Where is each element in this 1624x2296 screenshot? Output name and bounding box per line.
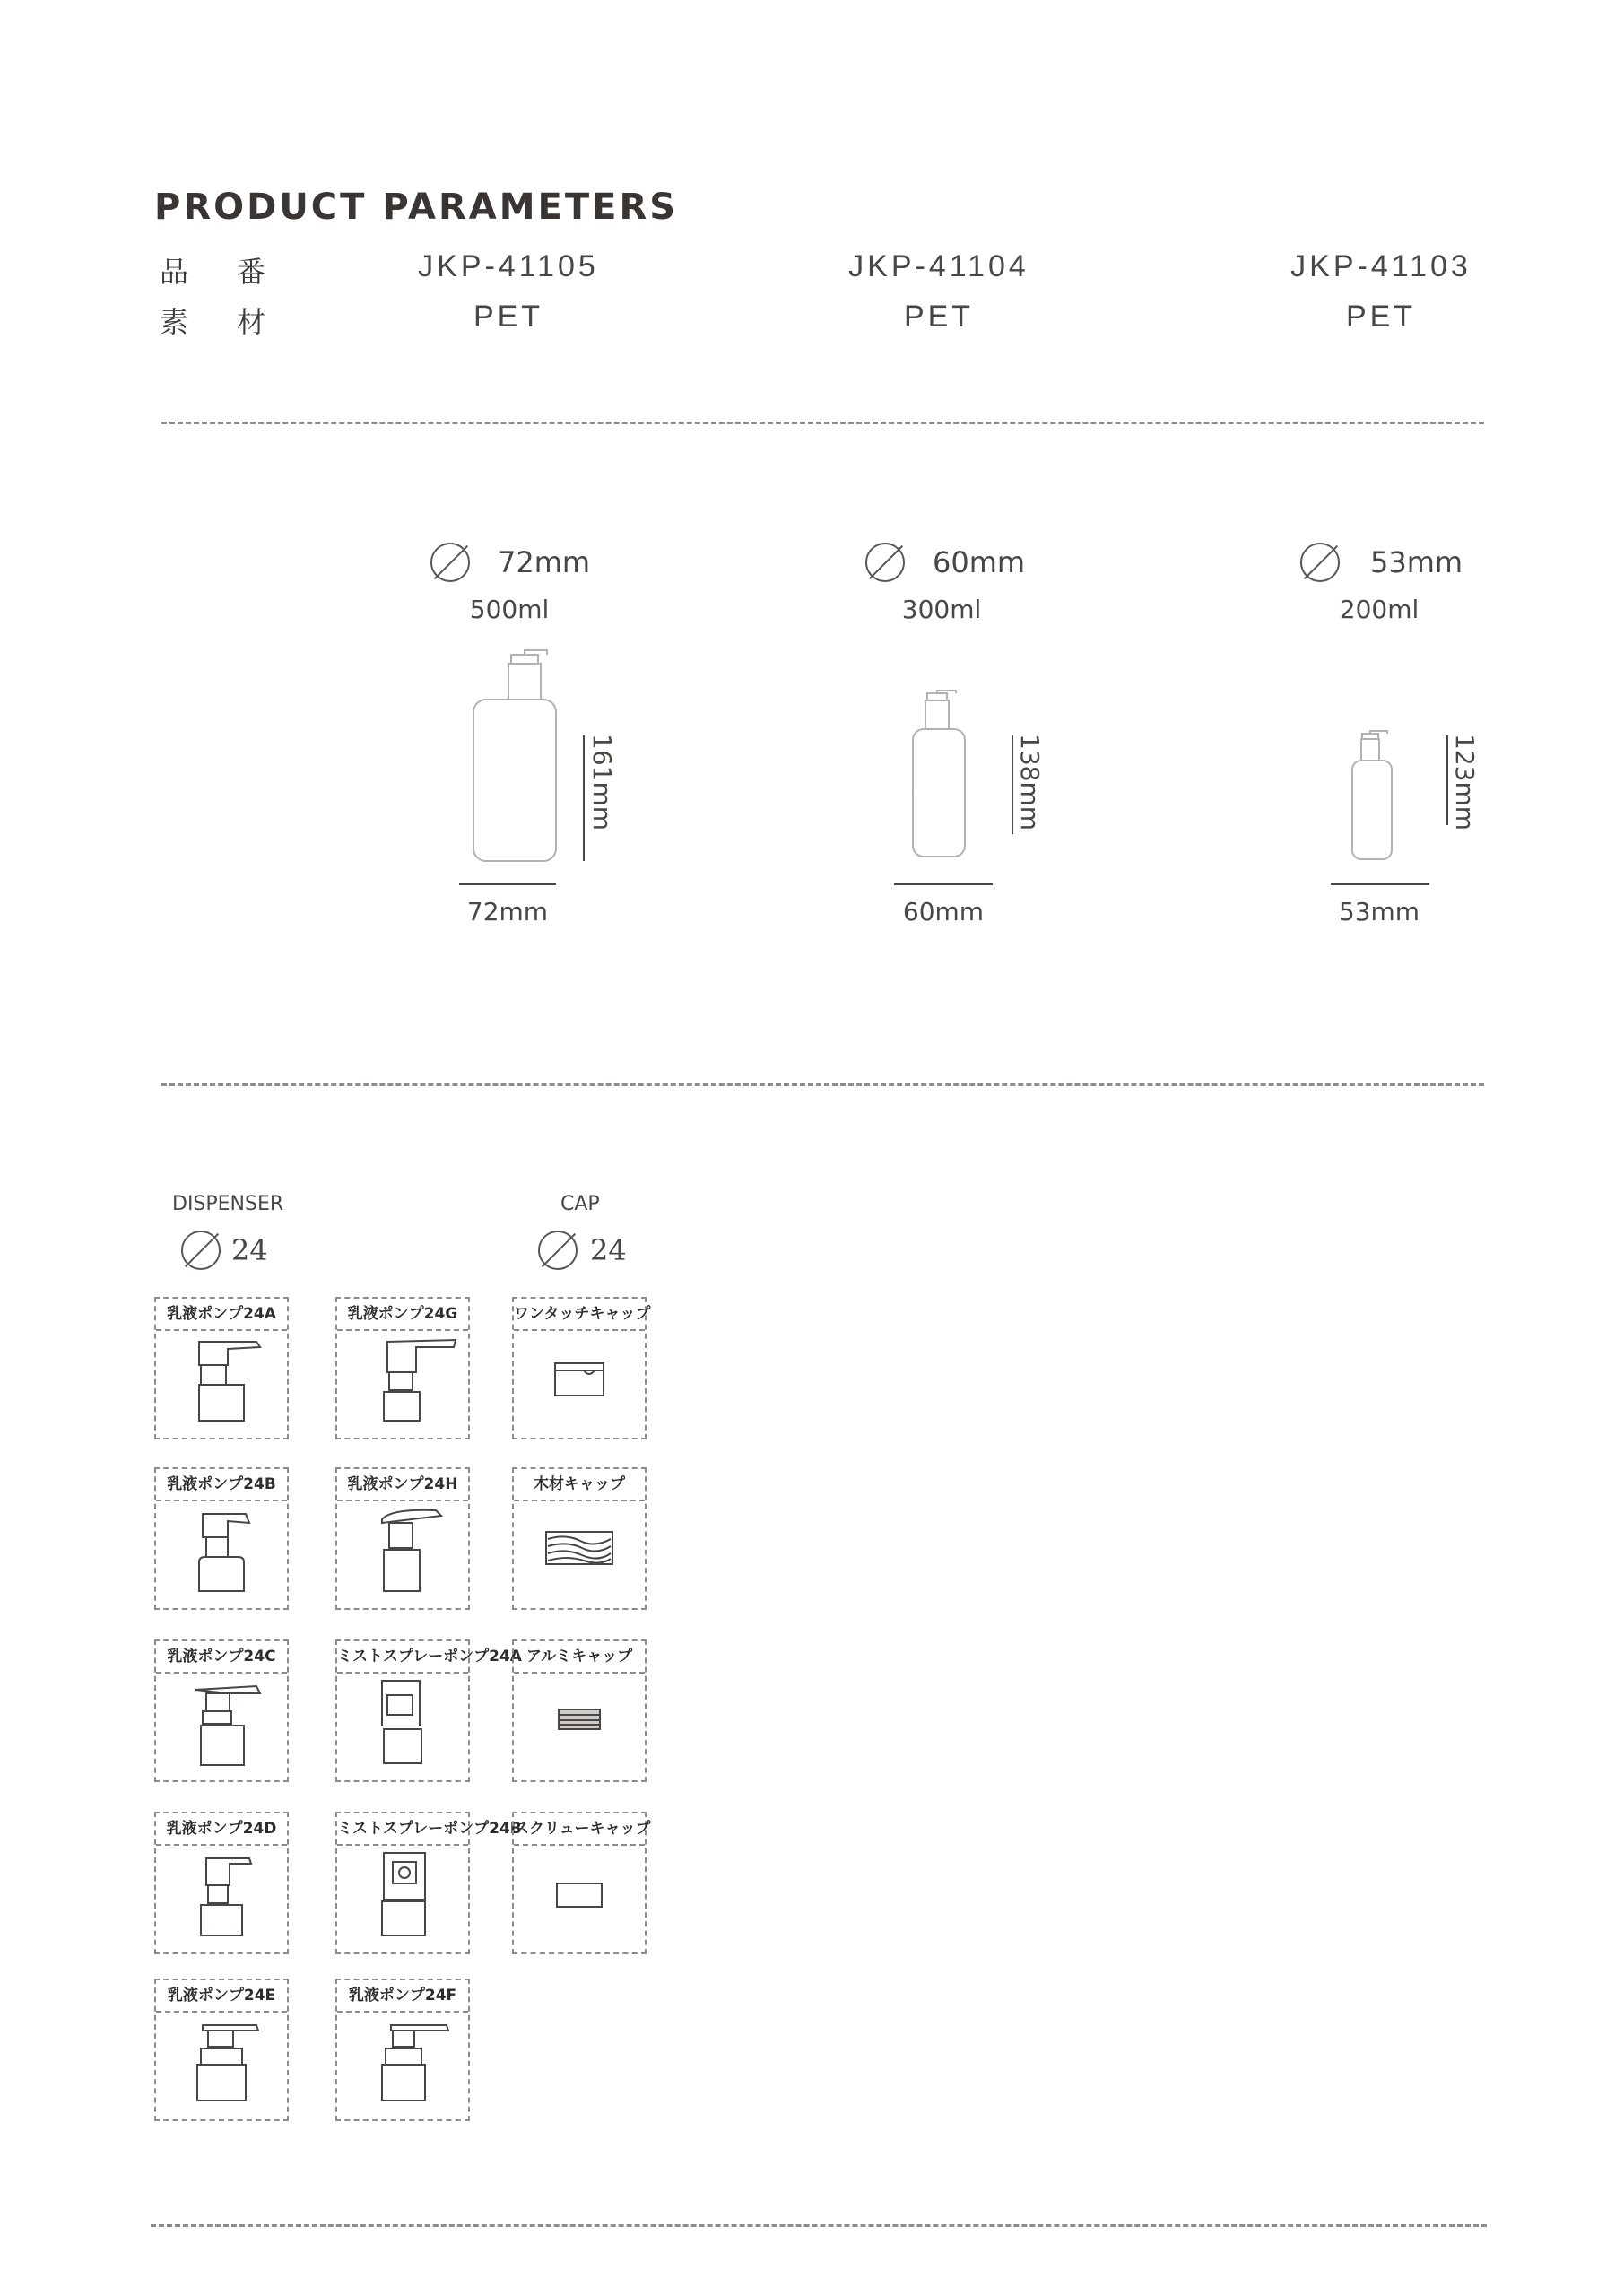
cap-label: CAP: [560, 1193, 600, 1215]
dispenser-card[interactable]: [335, 1812, 522, 1954]
cap-card[interactable]: [512, 1297, 651, 1439]
pump-icon: [156, 1846, 287, 1952]
cap-name: 木材キャップ: [514, 1469, 645, 1501]
divider: [151, 2224, 1487, 2227]
height-line: [1012, 735, 1013, 834]
pump-icon: [156, 1674, 287, 1779]
product-width-3: 53mm: [1338, 897, 1420, 926]
diameter-icon: [430, 543, 470, 582]
dispenser-card[interactable]: [335, 1639, 522, 1782]
cap-name: スクリューキャップ: [514, 1813, 645, 1846]
divider: [161, 422, 1484, 424]
dispenser-card[interactable]: [154, 1639, 289, 1782]
pump-icon: [337, 1331, 468, 1437]
cap-name: アルミキャップ: [514, 1641, 645, 1674]
spray-icon: [337, 1674, 468, 1779]
pump-icon: [156, 1501, 287, 1607]
screw-cap-icon: [514, 1846, 645, 1952]
dispenser-card[interactable]: [335, 1979, 470, 2121]
dispenser-name: 乳液ポンプ24C: [156, 1641, 287, 1674]
diameter-icon: [1300, 543, 1340, 582]
pump-icon: [337, 2013, 468, 2118]
dispenser-card[interactable]: [154, 1979, 289, 2121]
product-code-2: JKP-41104: [848, 249, 1029, 283]
cap-size: 24: [590, 1233, 627, 1267]
product-volume-1: 500ml: [469, 595, 550, 624]
spray-icon: [337, 1846, 468, 1952]
product-material-1: PET: [473, 300, 544, 334]
dispenser-name: 乳液ポンプ24F: [337, 1980, 468, 2013]
dispenser-name: 乳液ポンプ24B: [156, 1469, 287, 1501]
aluminum-cap-icon: [514, 1674, 645, 1779]
product-diameter-1: 72mm: [498, 545, 591, 579]
dispenser-card[interactable]: [335, 1467, 470, 1610]
dispenser-name: ミストスプレーポンプ24B: [337, 1813, 468, 1846]
bottle-500ml: [457, 650, 592, 874]
width-line: [459, 883, 556, 885]
dispenser-name: 乳液ポンプ24G: [337, 1299, 468, 1331]
part-no-label: 品番: [160, 255, 315, 289]
width-line: [1331, 883, 1429, 885]
dispenser-name: 乳液ポンプ24A: [156, 1299, 287, 1331]
pump-icon: [337, 1501, 468, 1607]
dispenser-name: 乳液ポンプ24E: [156, 1980, 287, 2013]
product-width-1: 72mm: [466, 897, 549, 926]
page-title: PRODUCT PARAMETERS: [154, 187, 679, 228]
product-diameter-2: 60mm: [933, 545, 1026, 579]
dispenser-card[interactable]: [154, 1297, 289, 1439]
dispenser-card[interactable]: [154, 1467, 289, 1610]
wood-cap-icon: [514, 1501, 645, 1607]
product-height-2: 138mm: [1015, 734, 1045, 831]
dispenser-card[interactable]: [335, 1297, 470, 1439]
product-code-3: JKP-41103: [1290, 249, 1472, 283]
height-line: [1446, 735, 1448, 825]
diameter-icon: [538, 1231, 578, 1270]
pump-icon: [156, 2013, 287, 2118]
product-material-3: PET: [1345, 300, 1417, 334]
product-code-1: JKP-41105: [418, 249, 599, 283]
product-volume-3: 200ml: [1339, 595, 1420, 624]
dispenser-label: DISPENSER: [172, 1193, 284, 1215]
product-height-1: 161mm: [587, 734, 617, 831]
divider: [161, 1083, 1484, 1086]
width-line: [894, 883, 993, 885]
pump-icon: [156, 1331, 287, 1437]
product-diameter-3: 53mm: [1370, 545, 1463, 579]
product-height-3: 123mm: [1450, 734, 1480, 831]
product-material-2: PET: [903, 300, 975, 334]
dispenser-name: ミストスプレーポンプ24A: [337, 1641, 468, 1674]
cap-card[interactable]: [512, 1812, 651, 1954]
dispenser-card[interactable]: [154, 1812, 289, 1954]
one-touch-cap-icon: [514, 1331, 645, 1437]
product-width-2: 60mm: [902, 897, 985, 926]
dispenser-name: 乳液ポンプ24D: [156, 1813, 287, 1846]
cap-card[interactable]: [512, 1639, 647, 1782]
diameter-icon: [865, 543, 905, 582]
diameter-icon: [181, 1231, 221, 1270]
cap-name: ワンタッチキャップ: [514, 1299, 645, 1331]
cap-card[interactable]: [512, 1467, 647, 1610]
height-line: [583, 735, 585, 861]
dispenser-name: 乳液ポンプ24H: [337, 1469, 468, 1501]
material-label: 素材: [160, 305, 315, 339]
dispenser-size: 24: [231, 1233, 268, 1267]
bottle-200ml: [1341, 731, 1430, 874]
bottle-300ml: [897, 691, 1004, 870]
product-volume-2: 300ml: [901, 595, 982, 624]
